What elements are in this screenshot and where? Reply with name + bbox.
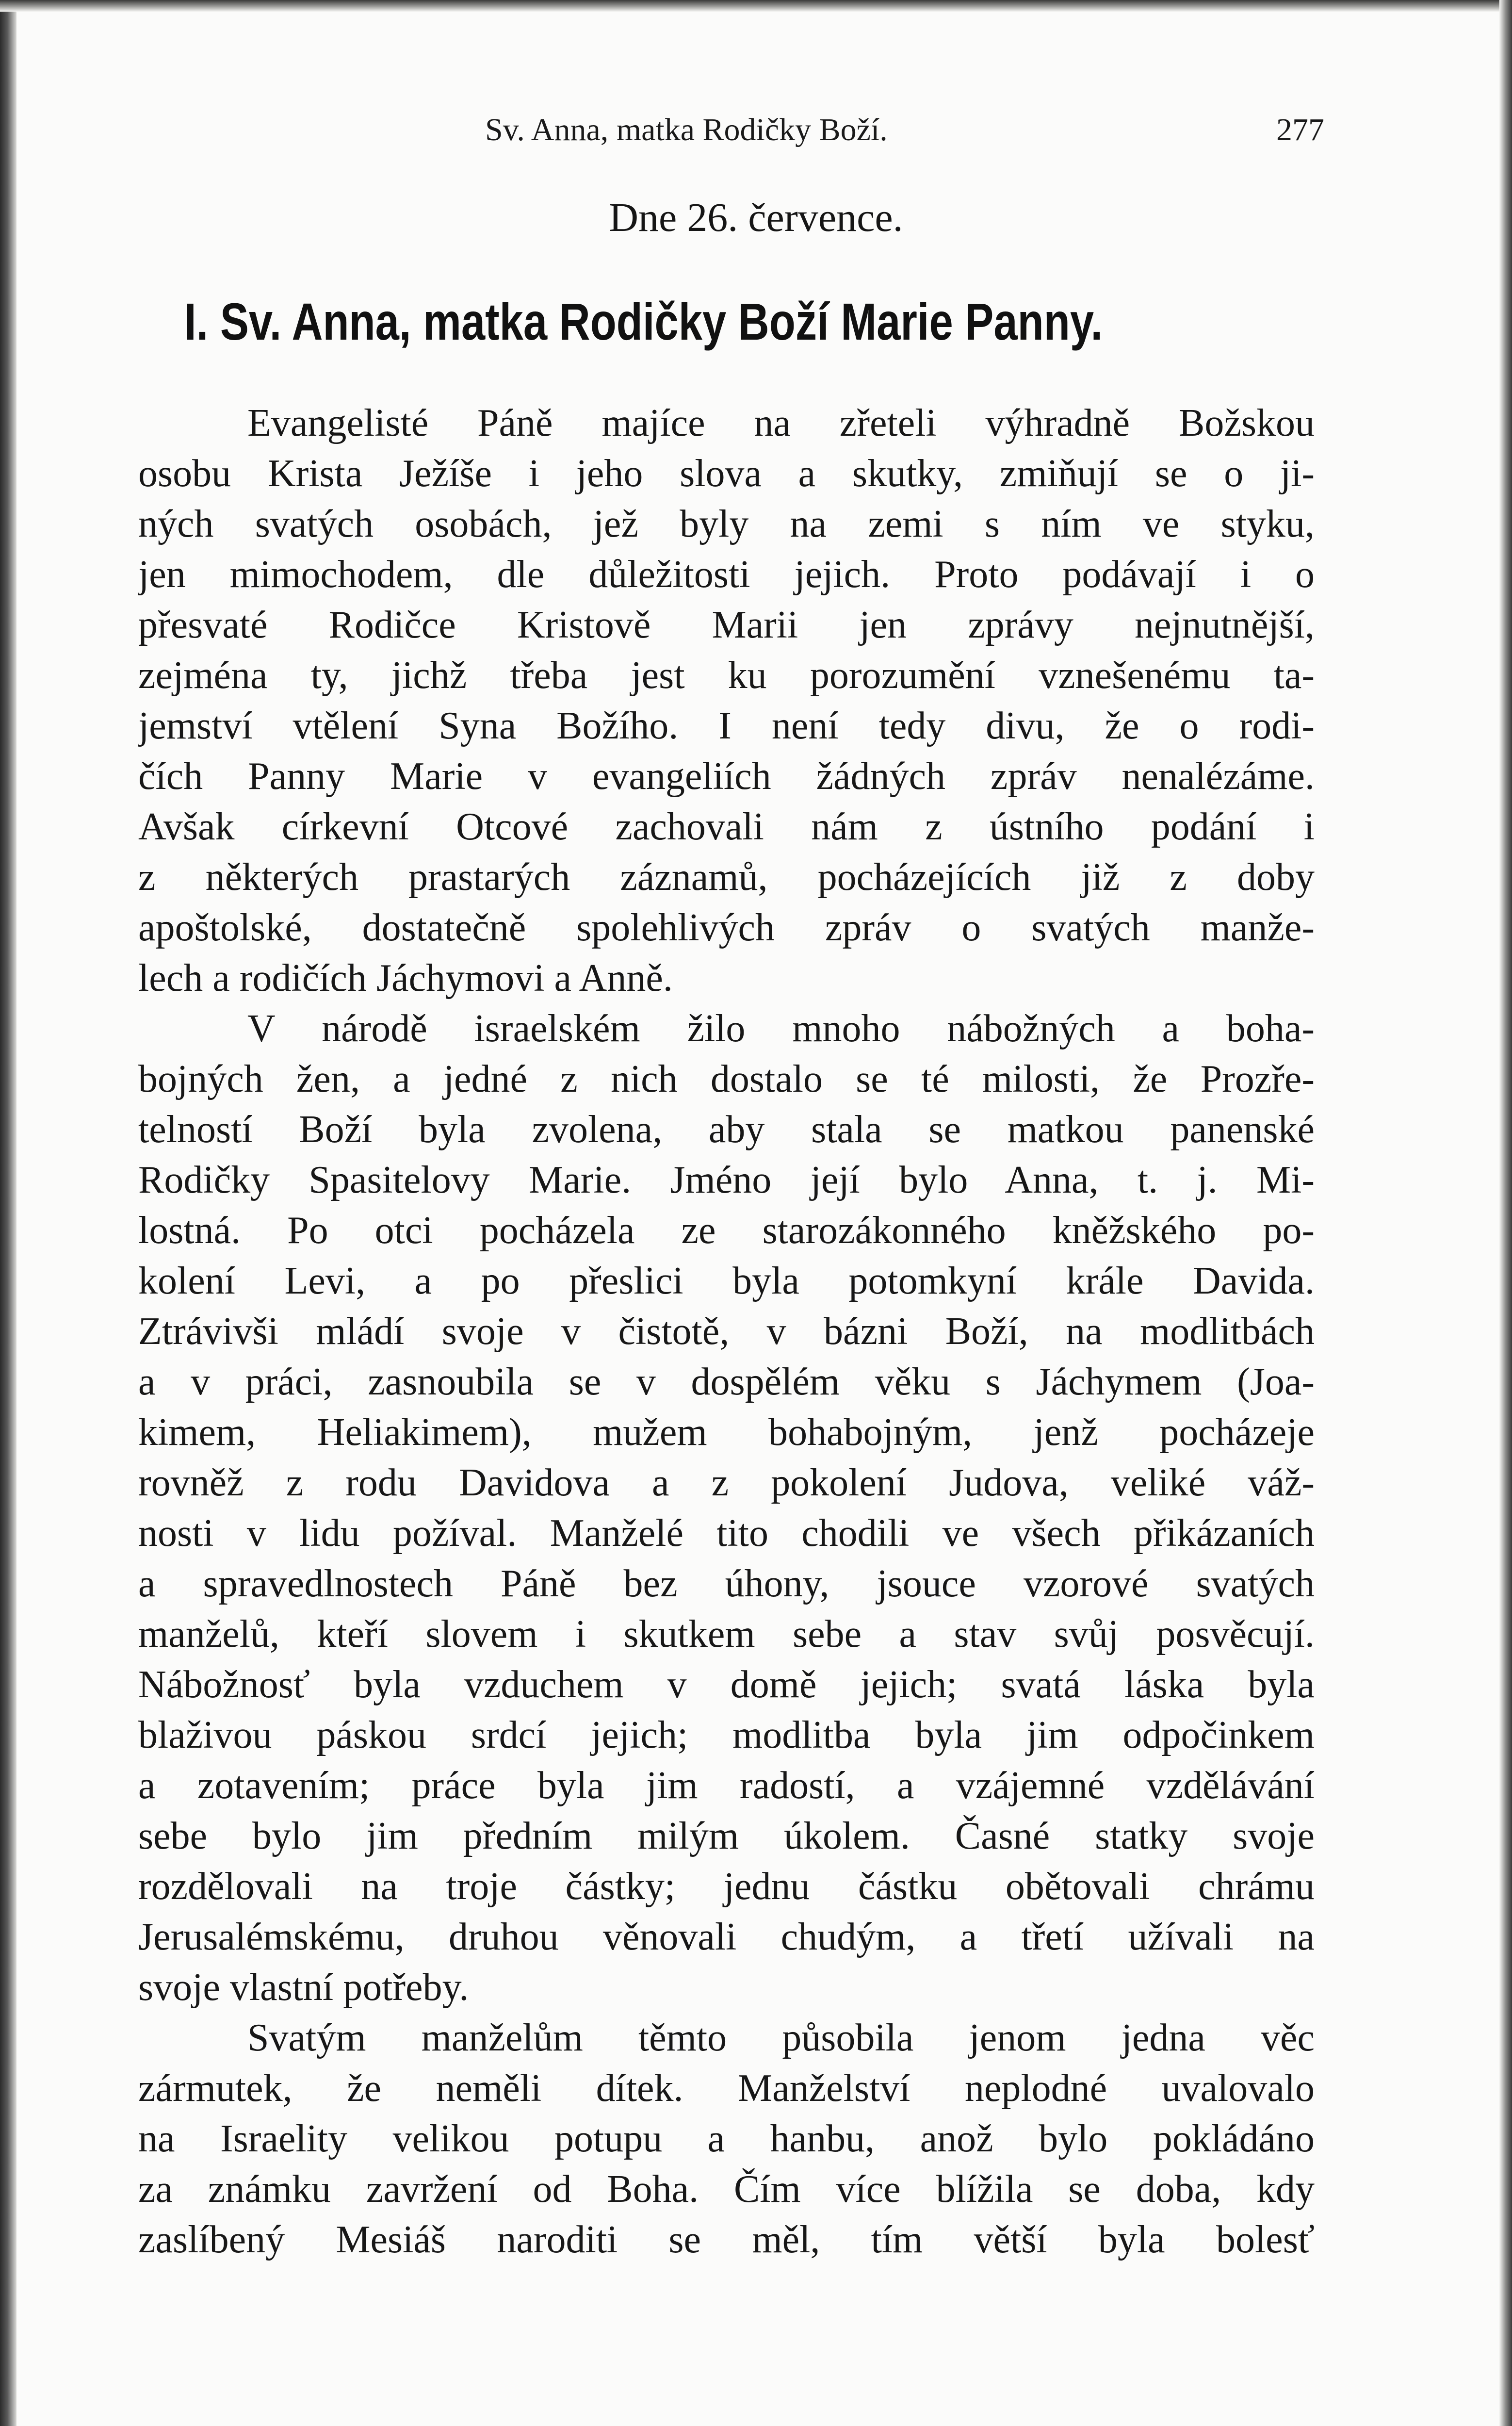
text-line: blaživou páskou srdcí jejich; modlitba byla jim odpočinkem	[138, 1714, 1315, 1756]
text-line: a zotavením; práce byla jim radostí, a vzájemné vzdělávání	[138, 1764, 1315, 1807]
text-line: zármutek, že neměli dítek. Manželství neplodné uvalovalo	[138, 2067, 1315, 2110]
text-line: přesvaté Rodičce Kristově Marii jen zprávy nejnutnější,	[138, 604, 1315, 646]
text-line: a v práci, zasnoubila se v dospělém věku s Jáchymem (Joa-	[138, 1361, 1315, 1403]
text-line: z některých prastarých záznamů, pocházejících již z doby	[138, 856, 1315, 899]
text-line: rozdělovali na troje částky; jednu částku obětovali chrámu	[138, 1865, 1315, 1908]
scan-edge-left	[0, 0, 16, 2426]
text-line: bojných žen, a jedné z nich dostalo se té milosti, že Prozře-	[138, 1058, 1315, 1100]
text-line: Jerusalémskému, druhou věnovali chudým, a třetí užívali na	[138, 1916, 1315, 1958]
text-line: nosti v lidu požíval. Manželé tito chodili ve všech přikázaních	[138, 1512, 1315, 1555]
text-line: lech a rodičích Jáchymovi a Anně.	[138, 957, 673, 1000]
text-line: Ztrávivši mládí svoje v čistotě, v bázni Boží, na modlitbách	[138, 1310, 1315, 1353]
text-line: čích Panny Marie v evangeliích žádných zpráv nenalézáme.	[138, 755, 1315, 798]
scan-edge-top	[0, 0, 1512, 12]
text-line: kimem, Heliakimem), mužem bohabojným, jenž pocházeje	[138, 1411, 1315, 1454]
text-line: Rodičky Spasitelovy Marie. Jméno její bylo Anna, t. j. Mi-	[138, 1159, 1315, 1201]
page-number: 277	[1276, 112, 1324, 148]
text-line: osobu Krista Ježíše i jeho slova a skutky, zmiňují se o ji-	[138, 452, 1315, 495]
text-line: za známku zavržení od Boha. Čím více blížila se doba, kdy	[138, 2168, 1315, 2211]
scan-edge-right	[1499, 0, 1512, 2426]
text-line: Svatým manželům těmto působila jenom jedna věc	[247, 2016, 1315, 2059]
text-line: kolení Levi, a po přeslici byla potomkyní krále Davida.	[138, 1260, 1315, 1302]
text-line: na Israelity velikou potupu a hanbu, anož bylo pokládáno	[138, 2117, 1315, 2160]
text-line: rovněž z rodu Davidova a z pokolení Judova, veliké váž-	[138, 1461, 1315, 1504]
text-line: V národě israelském žilo mnoho nábožných a boha-	[247, 1007, 1315, 1050]
text-line: Nábožnosť byla vzduchem v domě jejich; svatá láska byla	[138, 1663, 1315, 1706]
body-text	[138, 398, 1315, 2265]
text-line: apoštolské, dostatečně spolehlivých zpráv o svatých manže-	[138, 906, 1315, 949]
text-line: ných svatých osobách, jež byly na zemi s ním ve styku,	[138, 503, 1315, 545]
text-line: manželů, kteří slovem i skutkem sebe a stav svůj posvěcují.	[138, 1613, 1315, 1656]
text-line: lostná. Po otci pocházela ze starozákonného kněžského po-	[138, 1209, 1315, 1252]
text-line: zaslíbený Mesiáš naroditi se měl, tím větší byla bolesť	[138, 2218, 1315, 2261]
text-line: sebe bylo jim předním milým úkolem. Časné statky svoje	[138, 1815, 1315, 1857]
text-line: telností Boží byla zvolena, aby stala se matkou panenské	[138, 1108, 1315, 1151]
text-line: jemství vtělení Syna Božího. I není tedy divu, že o rodi-	[138, 705, 1315, 747]
text-line: jen mimochodem, dle důležitosti jejich. Proto podávají i o	[138, 553, 1315, 596]
section-title: I. Sv. Anna, matka Rodičky Boží Marie Panny.	[184, 292, 1103, 351]
date-heading: Dne 26. července.	[609, 195, 903, 240]
text-line: Avšak církevní Otcové zachovali nám z ústního podání i	[138, 805, 1315, 848]
running-head: Sv. Anna, matka Rodičky Boží.	[485, 112, 888, 148]
text-line: a spravedlnostech Páně bez úhony, jsouce vzorové svatých	[138, 1562, 1315, 1605]
text-line: svoje vlastní potřeby.	[138, 1966, 469, 2009]
text-line: Evangelisté Páně majíce na zřeteli výhradně Božskou	[247, 402, 1315, 444]
text-line: zejména ty, jichž třeba jest ku porozumění vznešenému ta-	[138, 654, 1315, 697]
